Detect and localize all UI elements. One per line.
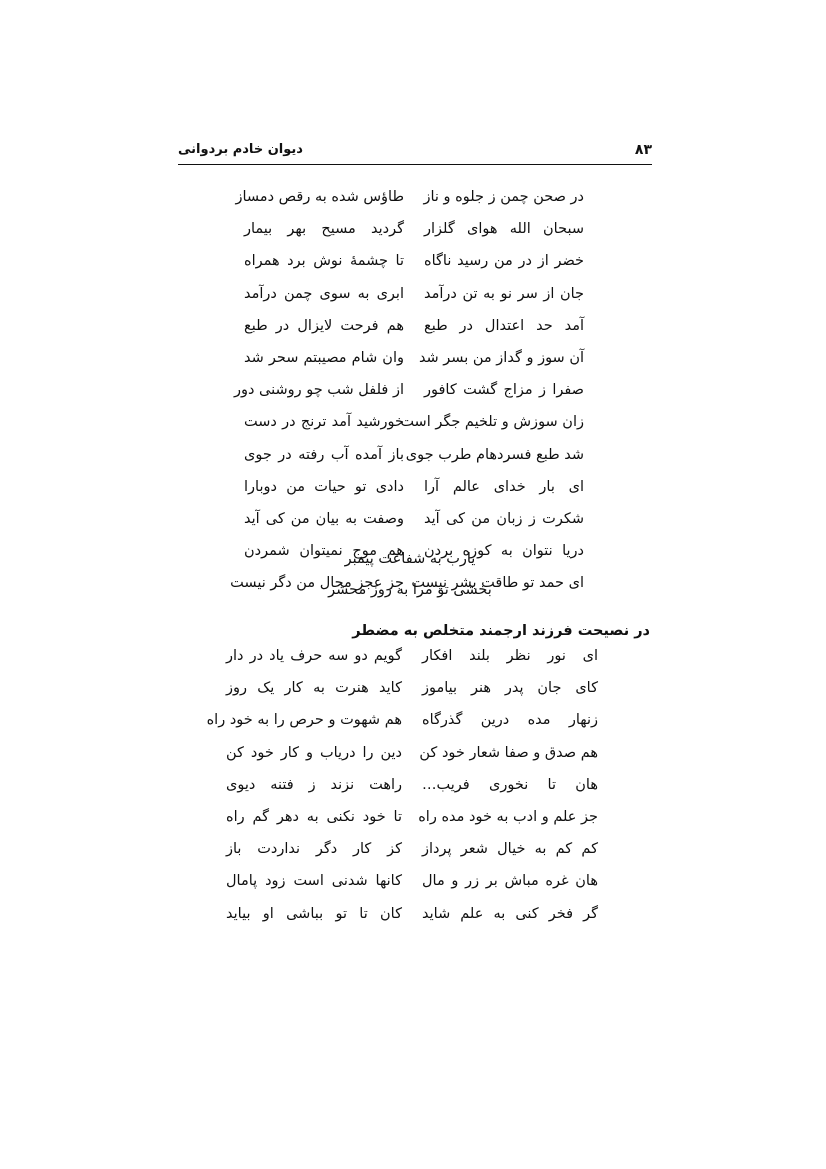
mesra-left: جز عجز محال من دگر نیست xyxy=(230,575,404,592)
poem-2 xyxy=(206,646,598,936)
beyt xyxy=(244,348,584,380)
mesra-left: تا چشمهٔ نوش برد همراه xyxy=(244,253,404,270)
mesra-right: شد طبع فسردهام طرب جوی xyxy=(405,446,584,463)
mesra-right: در صحن چمن ز جلوه و ناز xyxy=(423,189,584,205)
mesra-left: کاید هنرت به کار یک روز xyxy=(226,680,402,697)
mesra-left: دادی تو حیات من دوبارا xyxy=(244,478,404,495)
beyt xyxy=(244,316,584,348)
beyt xyxy=(226,871,598,903)
mesra-left: هم فرحت لایزال در طبع xyxy=(244,317,404,334)
mesra-right: دریا نتوان به کوزه بردن xyxy=(424,543,584,560)
mesra-left: تا خود نکنی به دهر گم راه xyxy=(226,808,402,825)
beyt xyxy=(235,187,584,219)
beyt xyxy=(244,477,584,509)
closing-mesra: یارب به شفاعت پیمبر xyxy=(344,551,476,567)
mesra-right: صفرا ز مزاج گشت کافور xyxy=(424,382,584,399)
mesra-left: کز کار دگر نداردت باز xyxy=(226,841,402,858)
page-number: ۸۳ xyxy=(634,142,652,158)
poem-1 xyxy=(230,187,584,605)
mesra-left: گردید مسیح بهر بیمار xyxy=(244,221,404,238)
beyt xyxy=(244,509,584,541)
mesra-right: ای حمد تو طاقت بشر نیست xyxy=(411,575,584,592)
beyt xyxy=(233,380,584,412)
mesra-left: خورشید آمد ترنج در دست xyxy=(244,414,404,431)
page-header xyxy=(178,140,652,165)
mesra-left: وصفت به بیان من کی آید xyxy=(244,510,404,527)
closing-line-1 xyxy=(300,549,520,569)
beyt xyxy=(226,807,598,839)
section-heading: در نصیحت فرزند ارجمند متخلص به مضطر xyxy=(352,623,650,639)
mesra-left: وان شام مصیبتم سحر شد xyxy=(244,349,404,366)
mesra-right: سبحان الله هوای گلزار xyxy=(424,221,584,238)
mesra-right: هان تا نخوری فریب… xyxy=(422,776,598,793)
beyt xyxy=(244,251,584,283)
mesra-left: گویم دو سه حرف یاد در دار xyxy=(226,648,402,664)
closing-mesra: بخشی تو مرا به روز محشر xyxy=(328,582,492,598)
mesra-right: کم کم به خیال شعر پرداز xyxy=(422,841,598,858)
mesra-right: کای جان پدر هنر بیاموز xyxy=(422,680,598,697)
beyt xyxy=(226,904,598,936)
beyt xyxy=(244,284,584,316)
mesra-right: آن سوز و گداز من بسر شد xyxy=(418,349,584,366)
mesra-right: جان از سر نو به تن درآمد xyxy=(424,285,584,302)
mesra-right: ای نور نظر بلند افکار xyxy=(422,648,598,664)
mesra-left: ابری به سوی چمن درآمد xyxy=(244,285,404,302)
beyt xyxy=(226,646,598,678)
closing-line-2 xyxy=(300,580,520,600)
mesra-left: راهت نزند ز فتنه دیوی xyxy=(226,776,402,793)
mesra-right: آمد حد اعتدال در طبع xyxy=(424,317,584,334)
mesra-left: از فلفل شب چو روشنی دور xyxy=(233,382,404,399)
beyt xyxy=(226,839,598,871)
mesra-left: باز آمده آب رفته در جوی xyxy=(244,446,404,463)
beyt xyxy=(226,775,598,807)
mesra-right: شکرت ز زبان من کی آید xyxy=(424,510,584,527)
mesra-right: جز علم و ادب به خود مده راه xyxy=(418,808,598,825)
book-title: دیوان خادم بردوانی xyxy=(178,142,303,157)
mesra-left: کانها شدنی است زود پامال xyxy=(226,873,402,890)
mesra-right: خضر از در من رسید ناگاه xyxy=(424,253,584,270)
mesra-right: زنهار مده درین گذرگاه xyxy=(422,712,598,729)
mesra-right: ای بار خدای عالم آرا xyxy=(424,478,584,495)
mesra-left: هم شهوت و حرص را به خود راه xyxy=(206,712,402,729)
beyt xyxy=(244,412,584,444)
mesra-right: زان سوزش و تلخیم جگر است xyxy=(400,414,584,431)
beyt xyxy=(226,678,598,710)
beyt xyxy=(226,743,598,775)
mesra-left: دین را دریاب و کار خود کن xyxy=(226,744,402,761)
beyt xyxy=(244,219,584,251)
mesra-right: هم صدق و صفا شعار خود کن xyxy=(419,744,598,761)
mesra-right: هان غره مباش بر زر و مال xyxy=(422,873,598,890)
mesra-right: گر فخر کنی به علم شاید xyxy=(422,905,598,922)
mesra-left: هم موج نمیتوان شمردن xyxy=(244,543,404,560)
beyt xyxy=(244,445,584,477)
mesra-left: کان تا تو بباشی او بیاید xyxy=(226,905,402,922)
beyt xyxy=(206,710,598,742)
mesra-left: طاؤس شده به رقص دمساز xyxy=(235,189,404,205)
